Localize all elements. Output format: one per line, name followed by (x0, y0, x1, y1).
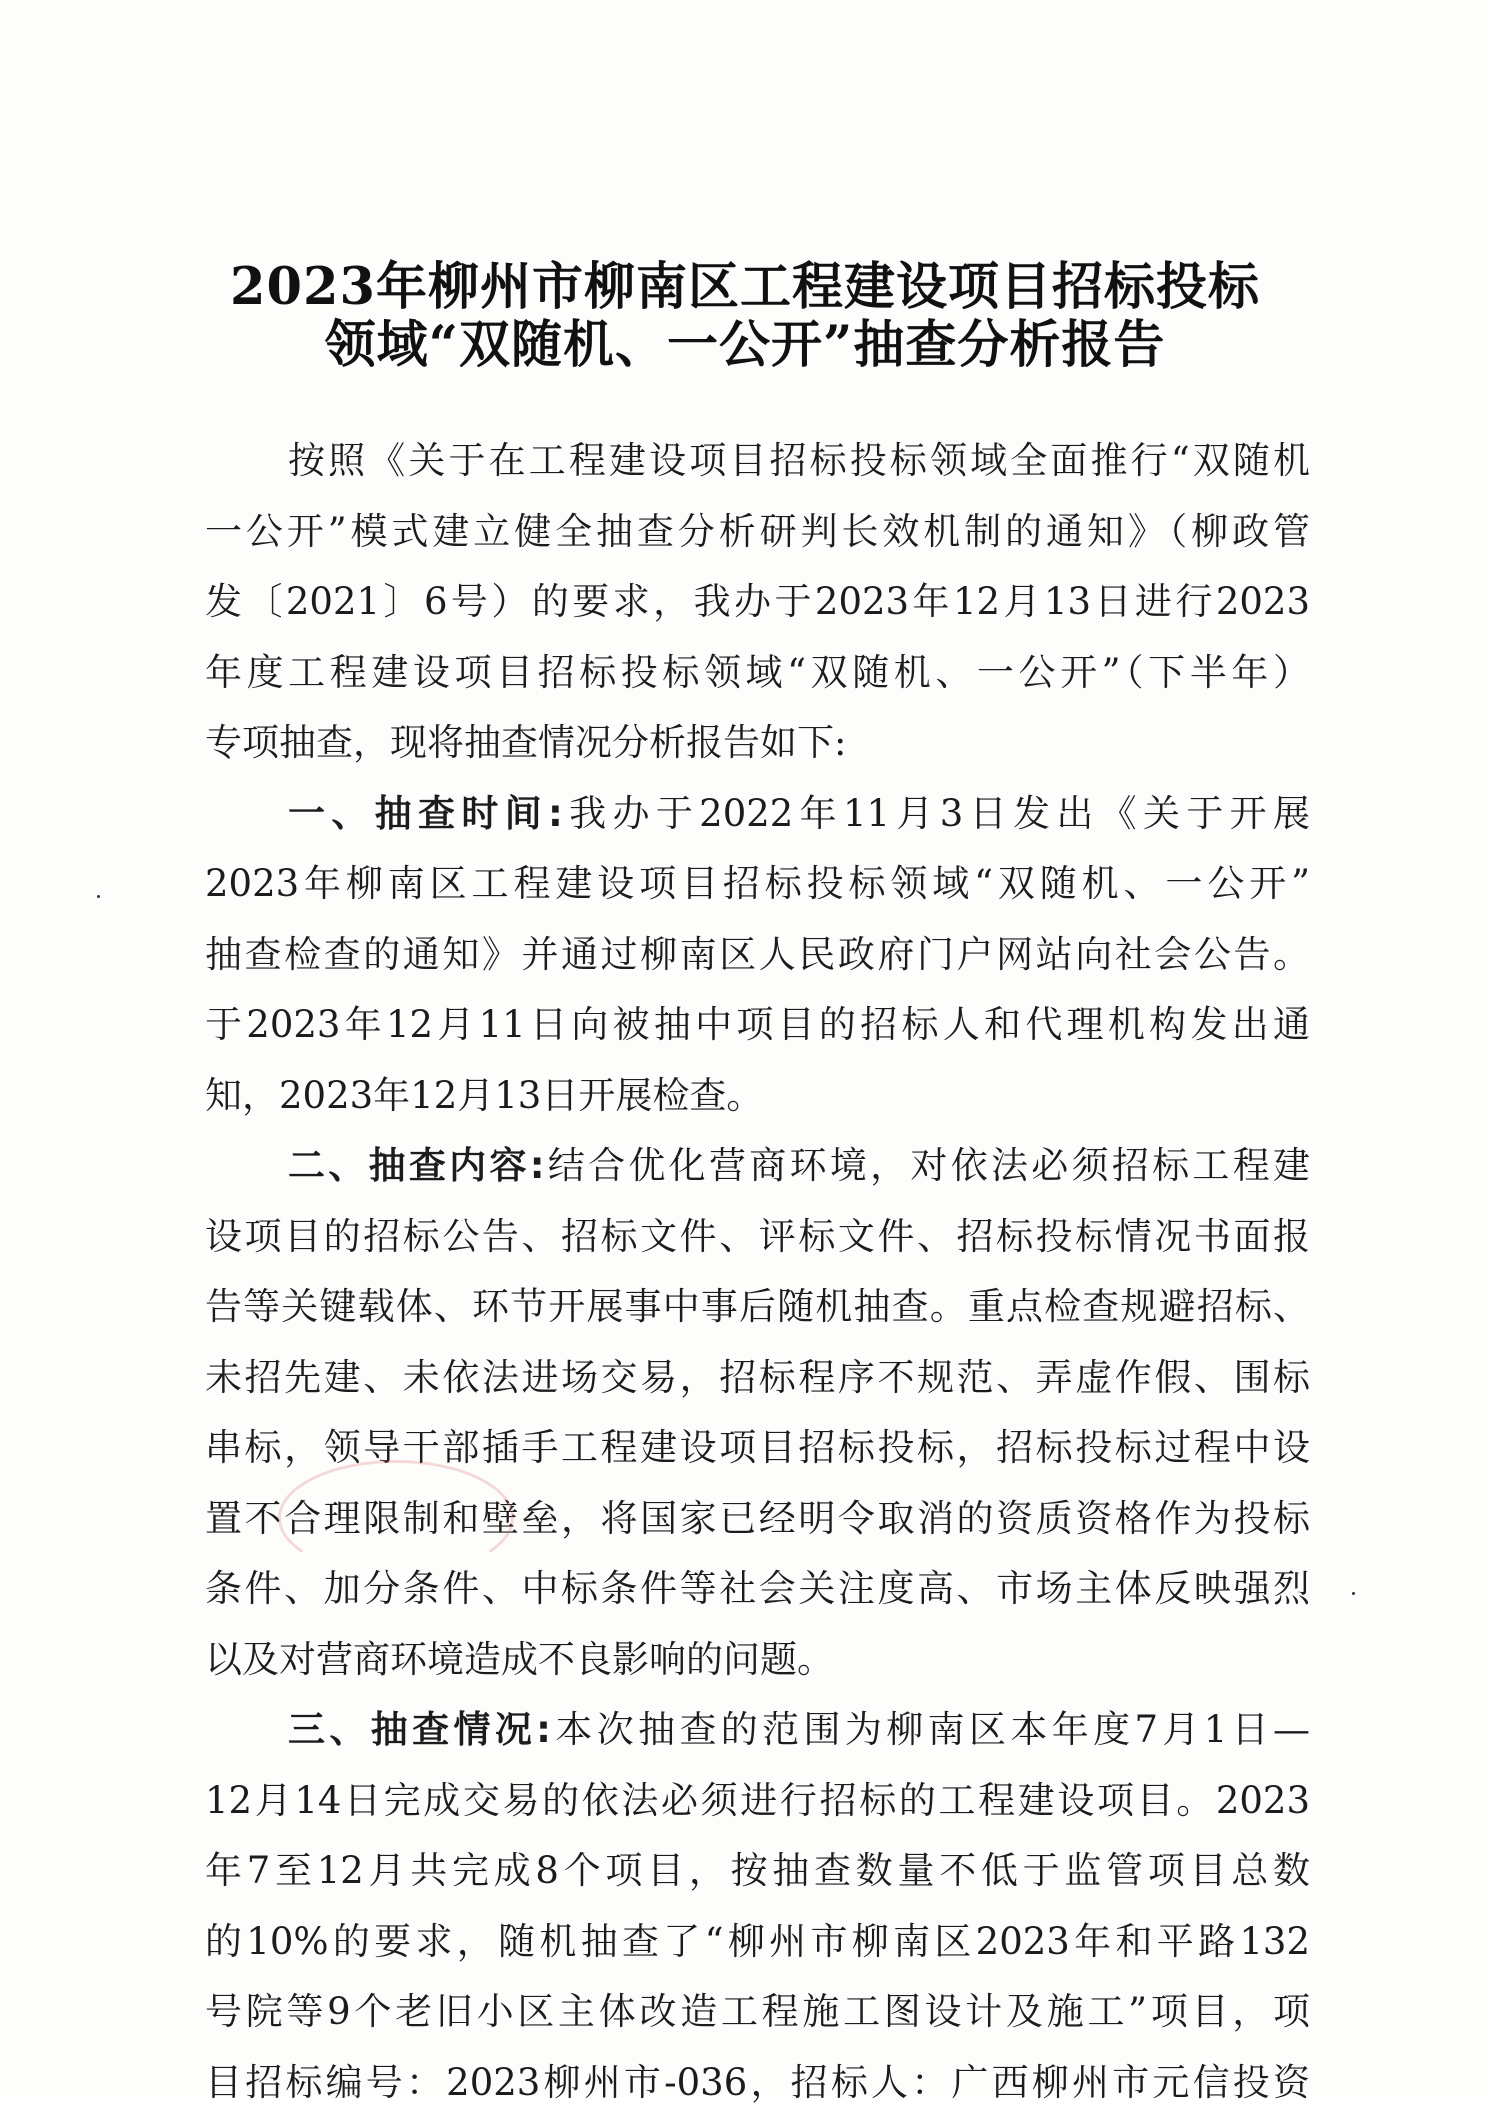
line-text: 我办于2022年11月3日发出《关于开展 (562, 791, 1310, 835)
body-line (205, 1272, 1310, 1342)
line-text: 条件、加分条件、中标条件等社会关注度高、市场主体反映强烈 (205, 1567, 1310, 1610)
body-line (205, 1625, 1310, 1695)
line-text: 本次抽查的范围为柳南区本年度7月1日— (550, 1708, 1310, 1751)
body-line (205, 1766, 1310, 1836)
body-line (288, 1131, 1310, 1201)
line-text: 按照《关于在工程建设项目招标投标领域全面推行“双随机 (288, 439, 1310, 482)
section-heading: 三、抽查情况: (288, 1708, 551, 1751)
body-line (205, 497, 1310, 567)
body-line (205, 990, 1310, 1060)
line-text: 于2023年12月11日向被抽中项目的招标人和代理机构发出通 (205, 1003, 1310, 1046)
body-line (205, 1202, 1310, 1272)
body-line (205, 920, 1310, 990)
line-text: 年度工程建设项目招标投标领域“双随机、一公开”（下半年） (205, 650, 1310, 694)
body-line (205, 2048, 1310, 2118)
section-heading: 一、抽查时间: (288, 791, 563, 835)
line-text: 一公开”模式建立健全抽查分析研判长效机制的通知》（柳政管 (205, 509, 1310, 553)
line-text: 串标，领导干部插手工程建设项目招标投标，招标投标过程中设 (205, 1426, 1310, 1469)
body-line (288, 1695, 1310, 1765)
body-line (288, 779, 1310, 849)
line-text: 的10%的要求，随机抽查了“柳州市柳南区2023年和平路132 (205, 1919, 1310, 1963)
body-line (205, 708, 1310, 778)
line-text: 2023年柳南区工程建设项目招标投标领域“双随机、一公开” (205, 862, 1310, 905)
line-text: 知，2023年12月13日开展检查。 (205, 1073, 764, 1117)
scan-speck (1352, 1592, 1355, 1595)
body-line (205, 1061, 1310, 1131)
scan-speck (97, 895, 100, 898)
line-text: 结合优化营商环境，对依法必须招标工程建 (544, 1144, 1311, 1187)
body-line (205, 638, 1310, 708)
document-title-line-1: 2023年柳州市柳南区工程建设项目招标投标 (230, 257, 1260, 317)
body-line (205, 567, 1310, 637)
line-text: 号院等9个老旧小区主体改造工程施工图设计及施工”项目，项 (205, 1990, 1310, 2033)
body-line (205, 1977, 1310, 2047)
line-text: 抽查检查的通知》并通过柳南区人民政府门户网站向社会公告。 (205, 932, 1310, 976)
line-text: 设项目的招标公告、招标文件、评标文件、招标投标情况书面报 (205, 1214, 1310, 1258)
body-line (205, 1907, 1310, 1977)
section-heading: 二、抽查内容: (288, 1144, 545, 1187)
line-text: 专项抽查，现将抽查情况分析报告如下: (205, 721, 847, 764)
line-text: 发〔2021〕6号）的要求，我办于2023年12月13日进行2023 (205, 580, 1310, 623)
line-text: 未招先建、未依法进场交易，招标程序不规范、弄虚作假、围标 (205, 1355, 1310, 1399)
body-line (205, 1413, 1310, 1483)
document-title-line-2: 领域“双随机、一公开”抽查分析报告 (324, 315, 1166, 375)
body-line (205, 1554, 1310, 1624)
line-text: 12月14日完成交易的依法必须进行招标的工程建设项目。2023 (205, 1778, 1310, 1822)
line-text: 告等关键载体、环节开展事中事后随机抽查。重点检查规避招标、 (205, 1285, 1310, 1328)
body-line (205, 1836, 1310, 1906)
body-line (288, 426, 1310, 496)
body-line (205, 849, 1310, 919)
line-text: 以及对营商环境造成不良影响的问题。 (205, 1637, 834, 1681)
line-text: 目招标编号：2023柳州市-036，招标人：广西柳州市元信投资 (205, 2060, 1310, 2104)
body-line (205, 1343, 1310, 1413)
line-text: 年7至12月共完成8个项目，按抽查数量不低于监管项目总数 (205, 1849, 1310, 1892)
body-line (205, 1484, 1310, 1554)
line-text: 置不合理限制和壁垒，将国家已经明令取消的资质资格作为投标 (205, 1496, 1310, 1540)
